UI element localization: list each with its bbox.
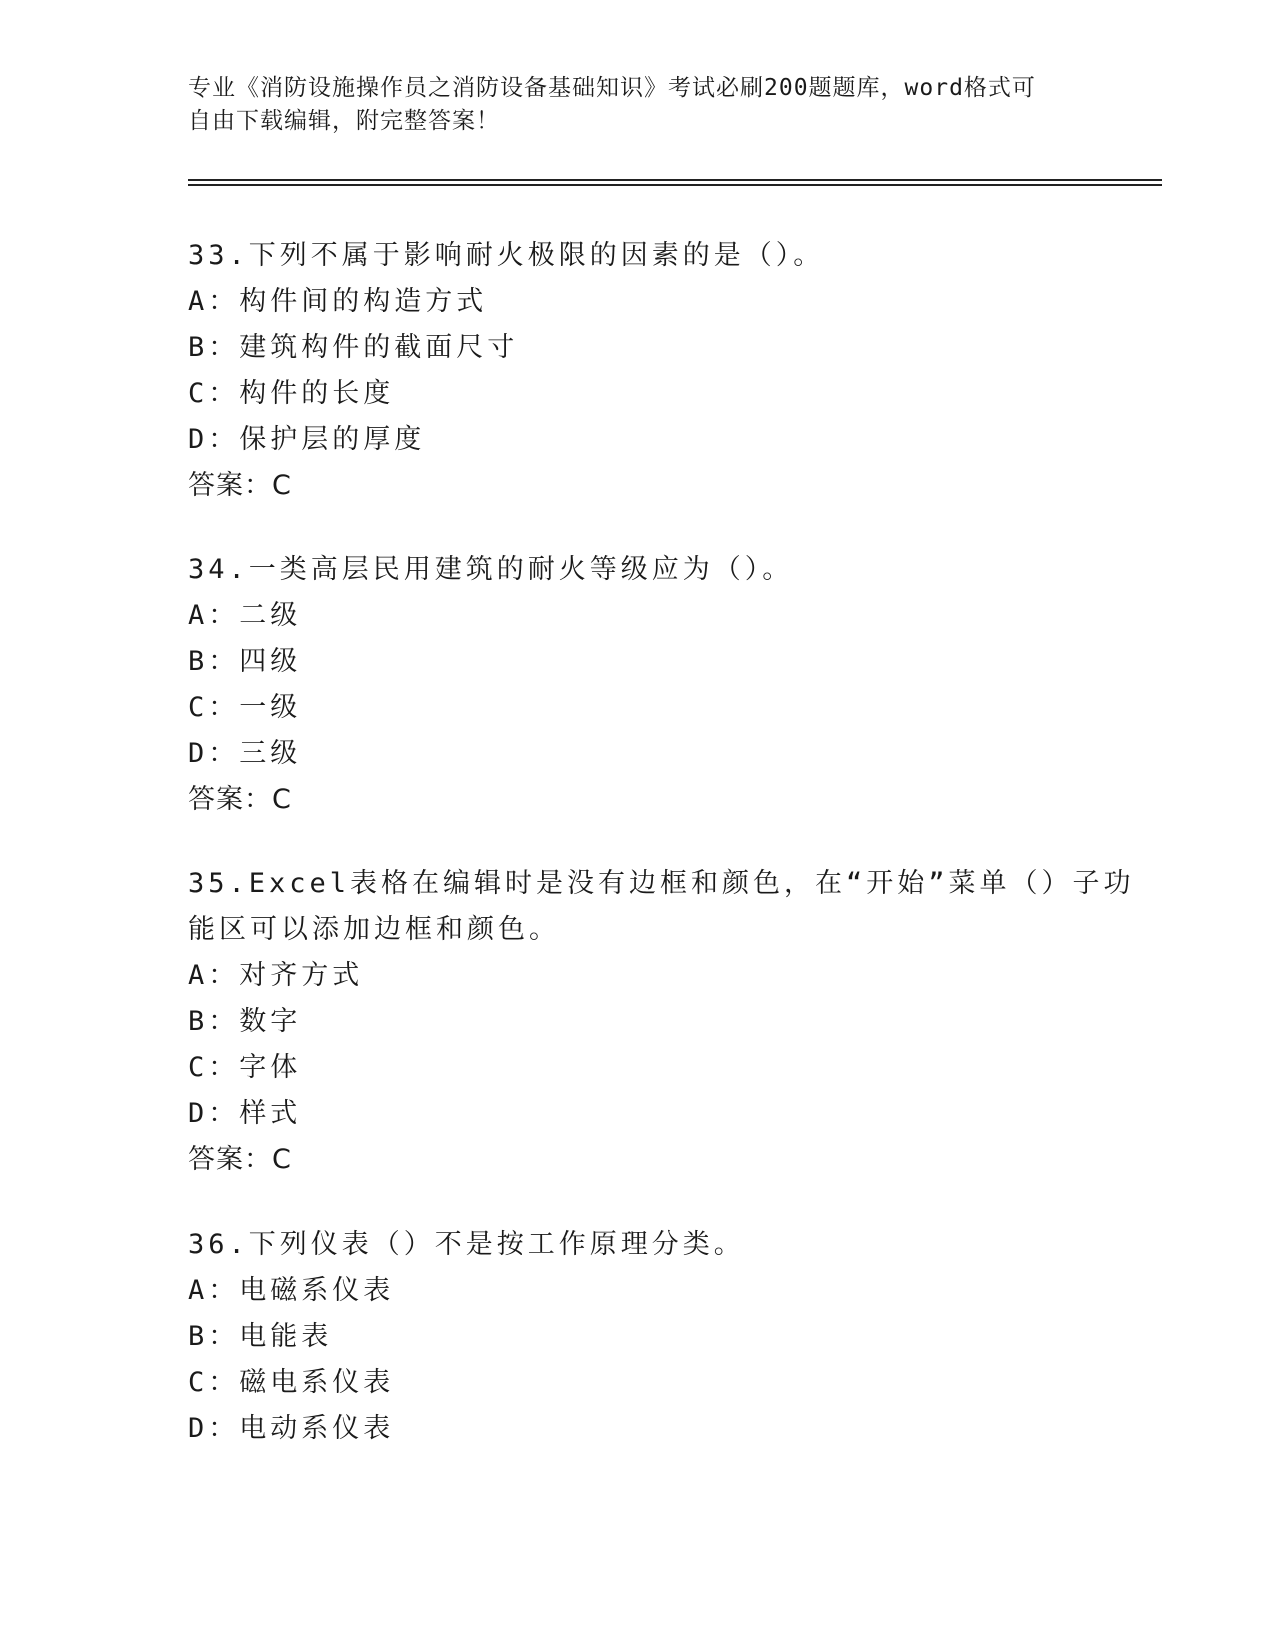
option-b: B：建筑构件的截面尺寸 bbox=[188, 332, 519, 363]
question-34 bbox=[188, 547, 1088, 823]
question-stem-line-1: 35.Excel表格在编辑时是没有边框和颜色，在“开始”菜单（）子功 bbox=[188, 868, 1135, 899]
question-35 bbox=[188, 861, 1135, 1183]
question-36 bbox=[188, 1222, 1088, 1452]
option-c: C：构件的长度 bbox=[188, 378, 395, 409]
option-a: A：对齐方式 bbox=[188, 960, 364, 991]
header-line-1: 专业《消防设施操作员之消防设备基础知识》考试必刷200题题库，word格式可 bbox=[188, 75, 1036, 101]
option-d: D：三级 bbox=[188, 738, 302, 769]
answer: 答案：C bbox=[188, 784, 292, 815]
option-d: D：电动系仪表 bbox=[188, 1413, 395, 1444]
option-d: D：样式 bbox=[188, 1098, 302, 1129]
option-b: B：四级 bbox=[188, 646, 302, 677]
option-c: C：一级 bbox=[188, 692, 302, 723]
question-stem-line-2: 能区可以添加边框和颜色。 bbox=[188, 914, 560, 945]
question-stem: 33.下列不属于影响耐火极限的因素的是（）。 bbox=[188, 240, 825, 271]
question-stem: 36.下列仪表（）不是按工作原理分类。 bbox=[188, 1229, 745, 1260]
header-divider-top bbox=[188, 179, 1162, 181]
option-a: A：电磁系仪表 bbox=[188, 1275, 395, 1306]
option-a: A：构件间的构造方式 bbox=[188, 286, 488, 317]
option-b: B：数字 bbox=[188, 1006, 302, 1037]
option-a: A：二级 bbox=[188, 600, 302, 631]
answer: 答案：C bbox=[188, 470, 292, 501]
option-d: D：保护层的厚度 bbox=[188, 424, 426, 455]
option-c: C：磁电系仪表 bbox=[188, 1367, 395, 1398]
header-divider-bottom bbox=[188, 184, 1162, 186]
option-c: C：字体 bbox=[188, 1052, 302, 1083]
question-stem: 34.一类高层民用建筑的耐火等级应为（）。 bbox=[188, 554, 794, 585]
header-line-2: 自由下载编辑，附完整答案！ bbox=[188, 108, 500, 134]
option-b: B：电能表 bbox=[188, 1321, 333, 1352]
answer: 答案：C bbox=[188, 1144, 292, 1175]
document-header bbox=[188, 72, 1068, 138]
question-33 bbox=[188, 233, 1088, 509]
